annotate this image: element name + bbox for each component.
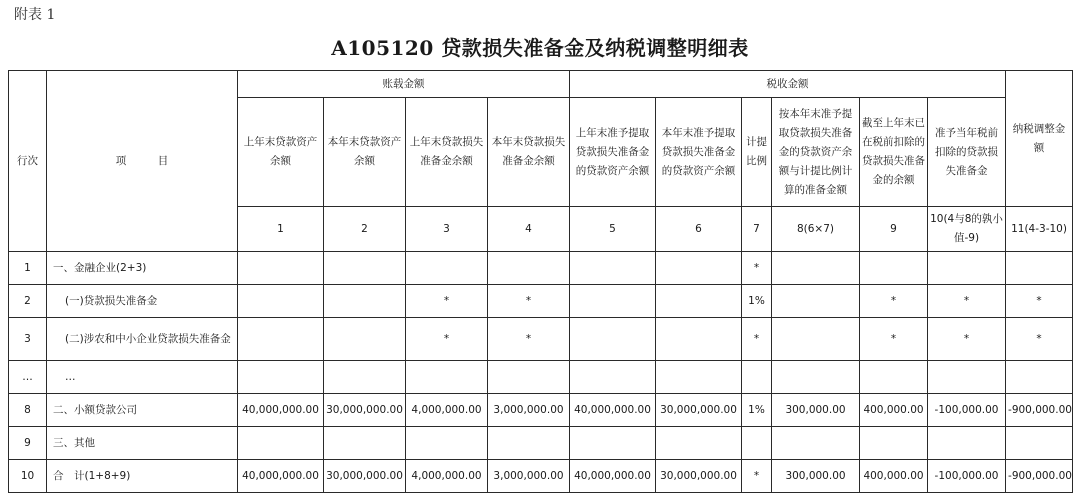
book-amount-group-header: 账载金额 <box>238 71 570 98</box>
table-cell <box>570 318 656 361</box>
column-number: 7 <box>742 207 772 252</box>
row-line-number: 3 <box>9 318 47 361</box>
table-cell: 4,000,000.00 <box>406 394 488 427</box>
table-cell <box>406 252 488 285</box>
table-cell <box>742 427 772 460</box>
table-cell: 40,000,000.00 <box>570 394 656 427</box>
table-cell: * <box>406 318 488 361</box>
column-number: 6 <box>656 207 742 252</box>
table-cell: 1% <box>742 285 772 318</box>
column-header: 上年末准予提取贷款损失准备金的贷款资产余额 <box>570 98 656 207</box>
table-cell: * <box>860 285 928 318</box>
table-row <box>9 252 1073 285</box>
table-cell <box>238 285 324 318</box>
column-number: 1 <box>238 207 324 252</box>
table-cell <box>324 361 406 394</box>
table-cell: * <box>742 460 772 493</box>
table-cell <box>570 252 656 285</box>
row-line-number: … <box>9 361 47 394</box>
attachment-label: 附表 1 <box>14 7 56 23</box>
row-item-label: 合 计(1+8+9) <box>47 460 238 493</box>
tax-adjustment-header: 纳税调整金额 <box>1006 71 1073 207</box>
column-number: 8(6×7) <box>772 207 860 252</box>
table-cell <box>1006 427 1073 460</box>
table-cell <box>238 427 324 460</box>
table-cell <box>488 252 570 285</box>
column-header: 按本年末准予提取贷款损失准备金的贷款资产余额与计提比例计算的准备金额 <box>772 98 860 207</box>
table-cell <box>656 285 742 318</box>
table-cell <box>238 361 324 394</box>
loan-loss-reserve-table <box>8 70 1073 493</box>
column-header: 计提比例 <box>742 98 772 207</box>
table-cell <box>1006 361 1073 394</box>
table-row <box>9 361 1073 394</box>
table-cell <box>570 285 656 318</box>
table-cell <box>772 252 860 285</box>
page-title: A105120 贷款损失准备金及纳税调整明细表 <box>331 36 749 60</box>
table-cell <box>928 361 1006 394</box>
table-row <box>9 394 1073 427</box>
table-cell: 30,000,000.00 <box>324 460 406 493</box>
table-cell: 1% <box>742 394 772 427</box>
table-cell <box>656 427 742 460</box>
table-cell: 40,000,000.00 <box>570 460 656 493</box>
table-cell: * <box>742 318 772 361</box>
table-cell: * <box>742 252 772 285</box>
row-item-label: … <box>47 361 238 394</box>
table-cell <box>406 427 488 460</box>
table-cell <box>772 318 860 361</box>
table-cell <box>324 318 406 361</box>
table-cell: 30,000,000.00 <box>324 394 406 427</box>
table-cell <box>772 285 860 318</box>
column-number: 11(4-3-10) <box>1006 207 1073 252</box>
table-cell: * <box>406 285 488 318</box>
table-cell <box>324 252 406 285</box>
column-number: 2 <box>324 207 406 252</box>
table-cell: 30,000,000.00 <box>656 394 742 427</box>
table-cell: 30,000,000.00 <box>656 460 742 493</box>
table-cell <box>742 361 772 394</box>
column-header: 本年末贷款资产余额 <box>324 98 406 207</box>
table-row <box>9 285 1073 318</box>
table-cell: -100,000.00 <box>928 460 1006 493</box>
table-cell: 300,000.00 <box>772 394 860 427</box>
row-item-label: (一)贷款损失准备金 <box>47 285 238 318</box>
column-header: 上年末贷款资产余额 <box>238 98 324 207</box>
table-cell <box>570 427 656 460</box>
table-cell <box>772 361 860 394</box>
table-cell <box>488 427 570 460</box>
table-cell <box>238 252 324 285</box>
column-number: 4 <box>488 207 570 252</box>
table-cell: 3,000,000.00 <box>488 460 570 493</box>
table-cell <box>772 427 860 460</box>
table-cell <box>656 252 742 285</box>
column-header: 准予当年税前扣除的贷款损失准备金 <box>928 98 1006 207</box>
column-number: 10(4与8的孰小值-9) <box>928 207 1006 252</box>
table-cell: 300,000.00 <box>772 460 860 493</box>
table-cell: * <box>488 285 570 318</box>
column-number: 9 <box>860 207 928 252</box>
column-number: 3 <box>406 207 488 252</box>
table-cell <box>656 318 742 361</box>
column-header: 上年末贷款损失准备金余额 <box>406 98 488 207</box>
table-cell <box>324 285 406 318</box>
table-cell: * <box>488 318 570 361</box>
table-cell: 400,000.00 <box>860 460 928 493</box>
table-cell: 40,000,000.00 <box>238 394 324 427</box>
table-cell: * <box>1006 318 1073 361</box>
table-cell: * <box>928 285 1006 318</box>
table-cell: 400,000.00 <box>860 394 928 427</box>
table-cell: * <box>928 318 1006 361</box>
row-line-number: 9 <box>9 427 47 460</box>
table-cell <box>488 361 570 394</box>
table-row <box>9 427 1073 460</box>
table-cell <box>928 427 1006 460</box>
tax-amount-group-header: 税收金额 <box>570 71 1006 98</box>
table-cell <box>570 361 656 394</box>
table-cell: * <box>860 318 928 361</box>
row-line-number: 2 <box>9 285 47 318</box>
column-number: 5 <box>570 207 656 252</box>
table-cell <box>860 252 928 285</box>
table-row <box>9 460 1073 493</box>
table-row <box>9 318 1073 361</box>
table-cell: * <box>1006 285 1073 318</box>
table-cell: -100,000.00 <box>928 394 1006 427</box>
row-item-label: (二)涉农和中小企业贷款损失准备金 <box>47 318 238 361</box>
item-header: 项 目 <box>47 71 238 252</box>
column-header: 截至上年末已在税前扣除的贷款损失准备金的余额 <box>860 98 928 207</box>
row-item-label: 一、金融企业(2+3) <box>47 252 238 285</box>
table-cell <box>238 318 324 361</box>
row-item-label: 二、小额贷款公司 <box>47 394 238 427</box>
table-cell <box>656 361 742 394</box>
table-cell <box>928 252 1006 285</box>
table-cell: 40,000,000.00 <box>238 460 324 493</box>
row-line-number: 10 <box>9 460 47 493</box>
table-cell <box>406 361 488 394</box>
row-line-number: 8 <box>9 394 47 427</box>
column-header: 本年末准予提取贷款损失准备金的贷款资产余额 <box>656 98 742 207</box>
table-cell: 4,000,000.00 <box>406 460 488 493</box>
row-item-label: 三、其他 <box>47 427 238 460</box>
table-cell <box>1006 252 1073 285</box>
table-cell: -900,000.00 <box>1006 460 1073 493</box>
table-cell <box>324 427 406 460</box>
column-header: 本年末贷款损失准备金余额 <box>488 98 570 207</box>
table-cell <box>860 427 928 460</box>
table-cell: -900,000.00 <box>1006 394 1073 427</box>
row-number-header: 行次 <box>9 71 47 252</box>
table-cell: 3,000,000.00 <box>488 394 570 427</box>
table-cell <box>860 361 928 394</box>
row-line-number: 1 <box>9 252 47 285</box>
